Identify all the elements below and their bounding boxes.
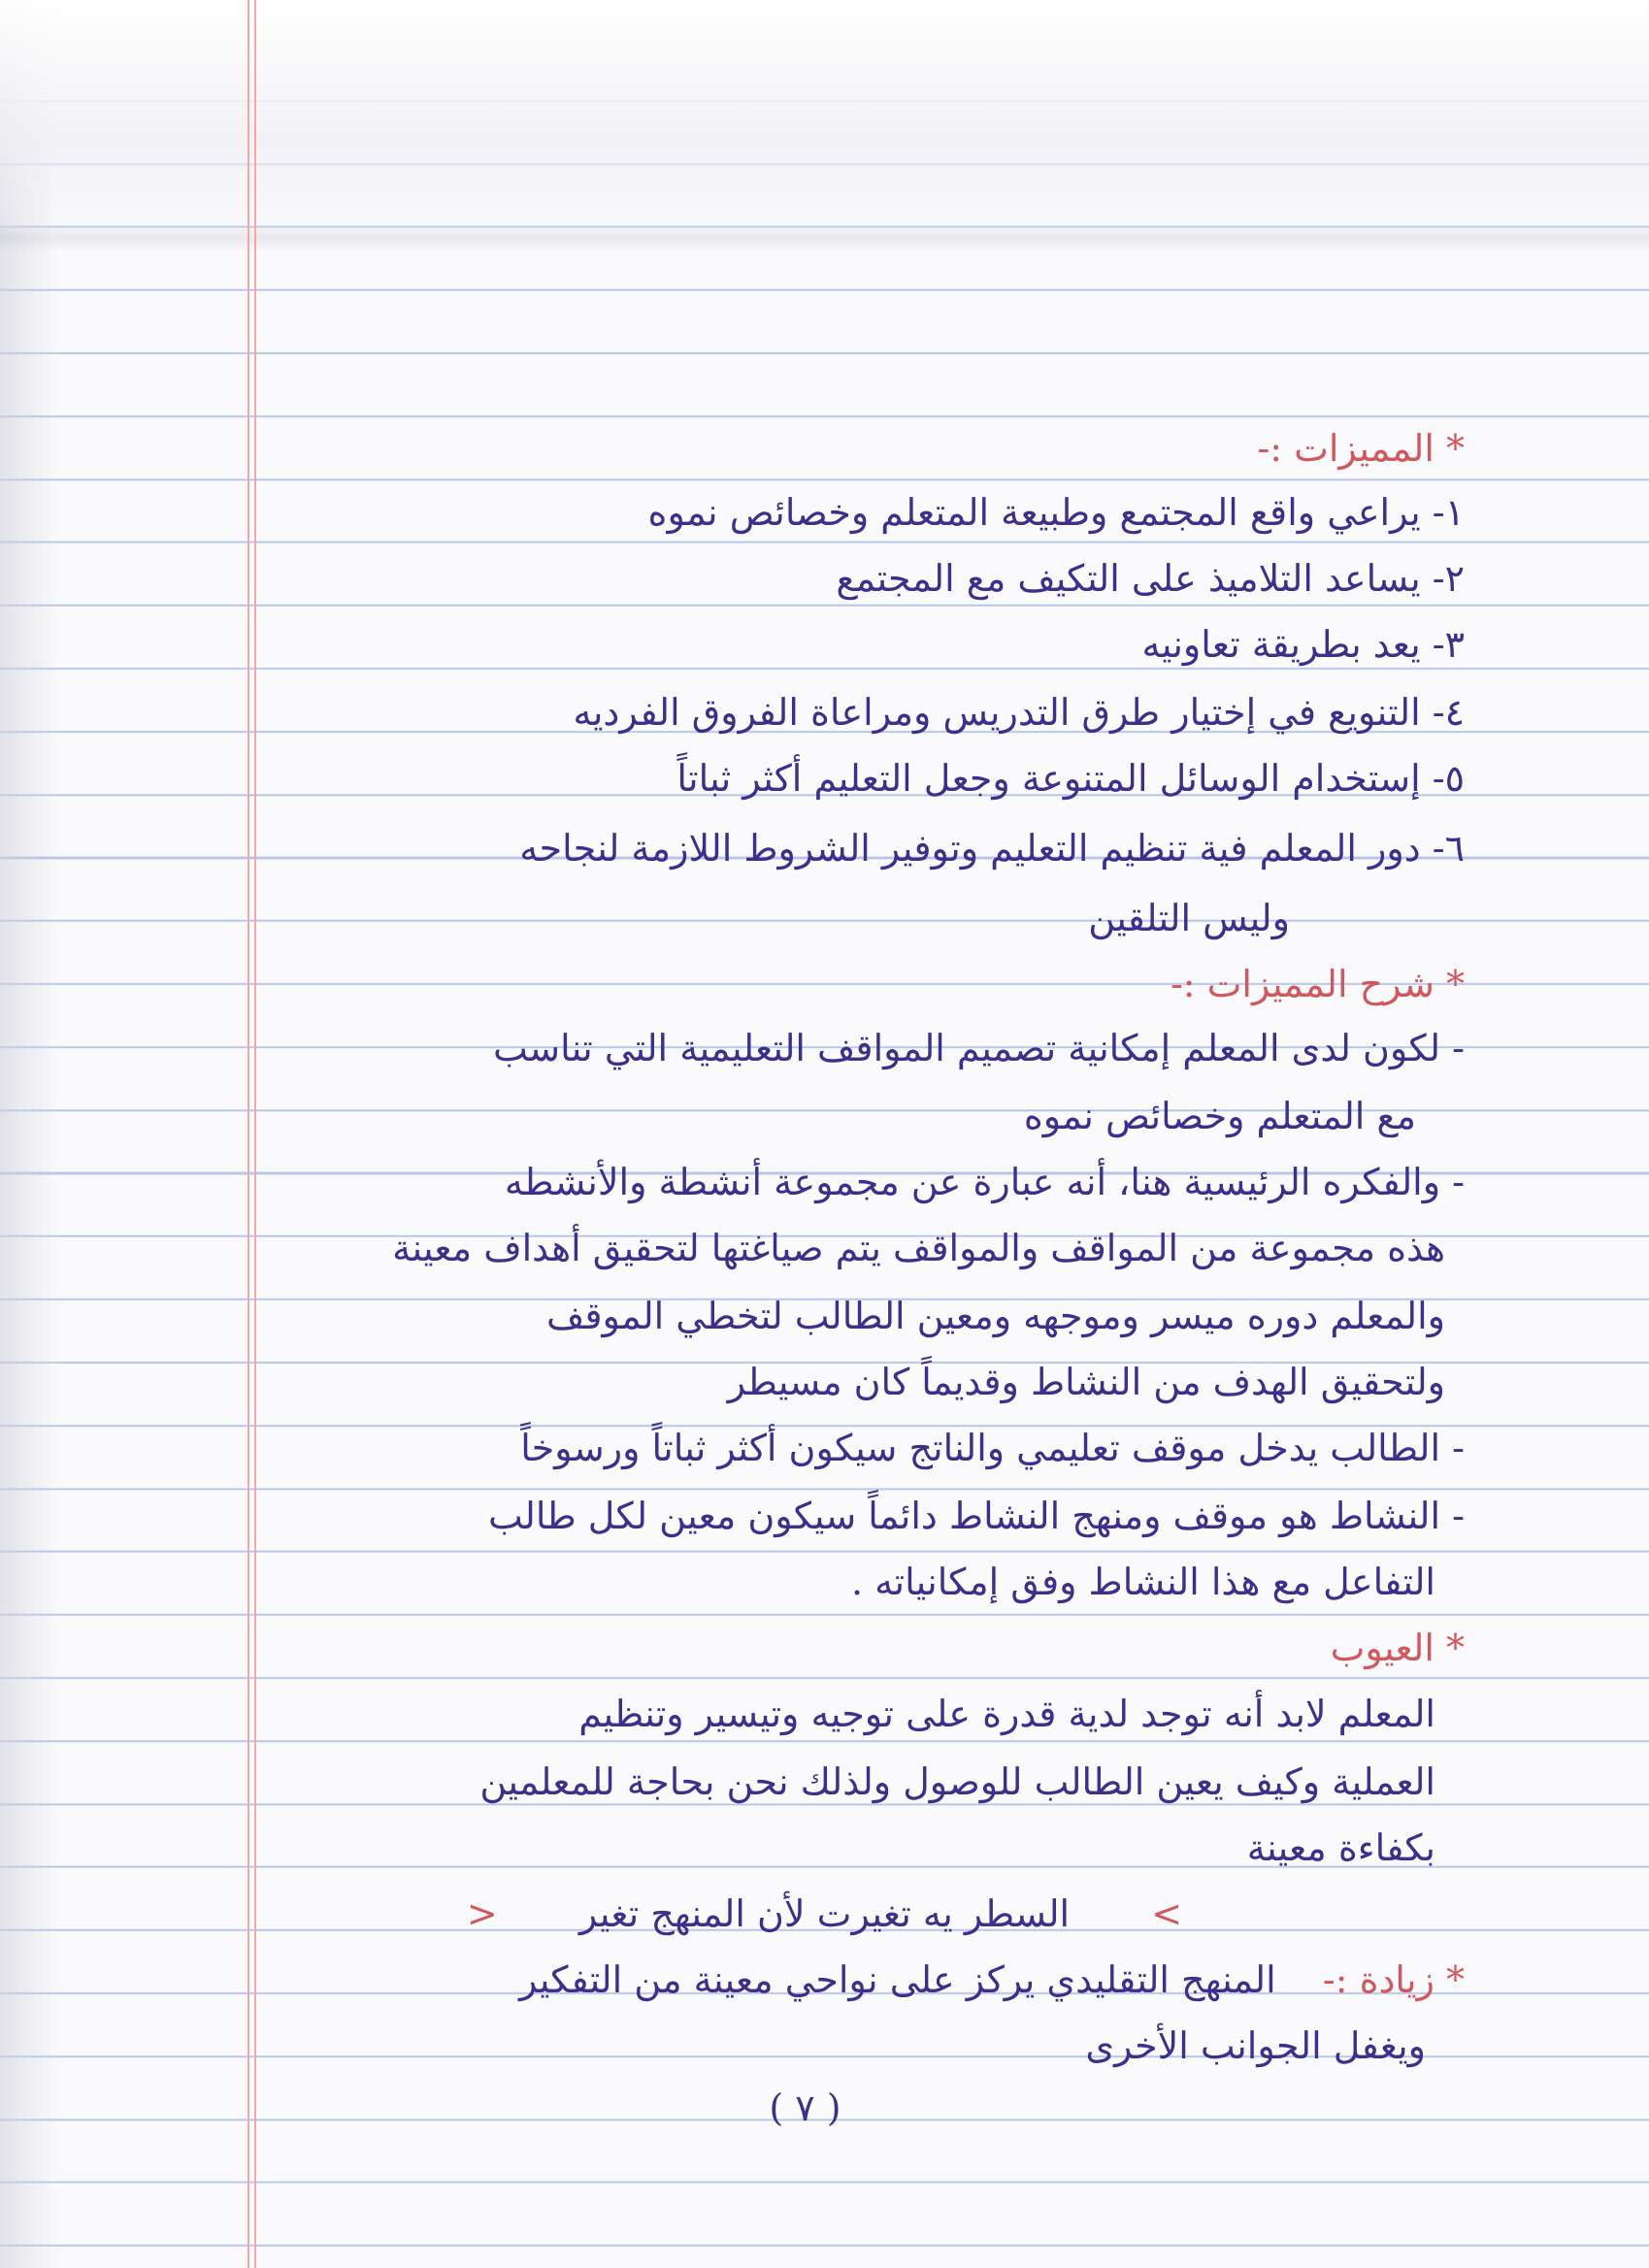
bracket-left: < [466, 1892, 498, 1935]
feature-line-4: ٤- التنويع في إختيار طرق التدريس ومراعاة الفروق الفرديه [573, 691, 1465, 734]
feature-line-6-cont: وليس التلقين [1088, 897, 1290, 939]
explanation-line-6: ولتحقيق الهدف من النشاط وقديماً كان مسيطر [727, 1361, 1445, 1403]
addition-line-2: ويغفل الجوانب الأخرى [1085, 2024, 1426, 2067]
explanation-line-7: - الطالب يدخل موقف تعليمي والناتج سيكون أكثر ثباتاً ورسوخاً [520, 1427, 1465, 1469]
explanation-line-1: - لكون لدى المعلم إمكانية تصميم المواقف التعليمية التي تناسب [492, 1027, 1465, 1069]
addition-text-1: المنهج التقليدي يركز على نواحي معينة من التفكير [518, 1958, 1276, 2001]
bracket-note-row [0, 1892, 1649, 1935]
heading-explanation: * شرح المميزات :- [1170, 963, 1465, 1005]
feature-line-3: ٣- يعد بطريقة تعاونيه [1141, 623, 1465, 666]
defects-line-2: العملية وكيف يعين الطالب للوصول ولذلك نحن بحاجة للمعلمين [479, 1760, 1435, 1803]
explanation-line-9: التفاعل مع هذا النشاط وفق إمكانياته . [850, 1561, 1435, 1603]
bracket-right: > [1151, 1892, 1183, 1935]
explanation-line-3: - والفكره الرئيسية هنا، أنه عبارة عن مجموعة أنشطة والأنشطه [504, 1161, 1465, 1203]
explanation-line-4: هذه مجموعة من المواقف والمواقف يتم صياغتها لتحقيق أهداف معينة [392, 1227, 1445, 1269]
bracket-note: السطر يه تغيرت لأن المنهج تغير [578, 1892, 1071, 1935]
addition-label: * زيادة :- [1322, 1958, 1465, 2001]
heading-defects: * العيوب [1330, 1627, 1465, 1669]
defects-line-1: المعلم لابد أنه توجد لدية قدرة على توجيه وتيسير وتنظيم [578, 1693, 1435, 1735]
explanation-line-5: والمعلم دوره ميسر وموجهه ومعين الطالب لتخطي الموقف [545, 1295, 1445, 1337]
feature-line-2: ٢- يساعد التلاميذ على التكيف مع المجتمع [836, 557, 1465, 600]
heading-features: * المميزات :- [1257, 427, 1465, 470]
feature-line-1: ١- يراعي واقع المجتمع وطبيعة المتعلم وخصائص نموه [647, 491, 1465, 534]
addition-line-1 [519, 1958, 1465, 2001]
explanation-line-8: - النشاط هو موقف ومنهج النشاط دائماً سيكون معين لكل طالب [487, 1495, 1465, 1537]
explanation-line-2: مع المتعلم وخصائص نموه [1023, 1095, 1416, 1137]
feature-line-5: ٥- إستخدام الوسائل المتنوعة وجعل التعليم أكثر ثباتاً [676, 757, 1465, 800]
feature-line-6: ٦- دور المعلم فية تنظيم التعليم وتوفير الشروط اللازمة لنجاحه [519, 827, 1465, 870]
page-number: ( ٧ ) [769, 2087, 841, 2129]
defects-line-3: بكفاءة معينة [1246, 1826, 1435, 1869]
